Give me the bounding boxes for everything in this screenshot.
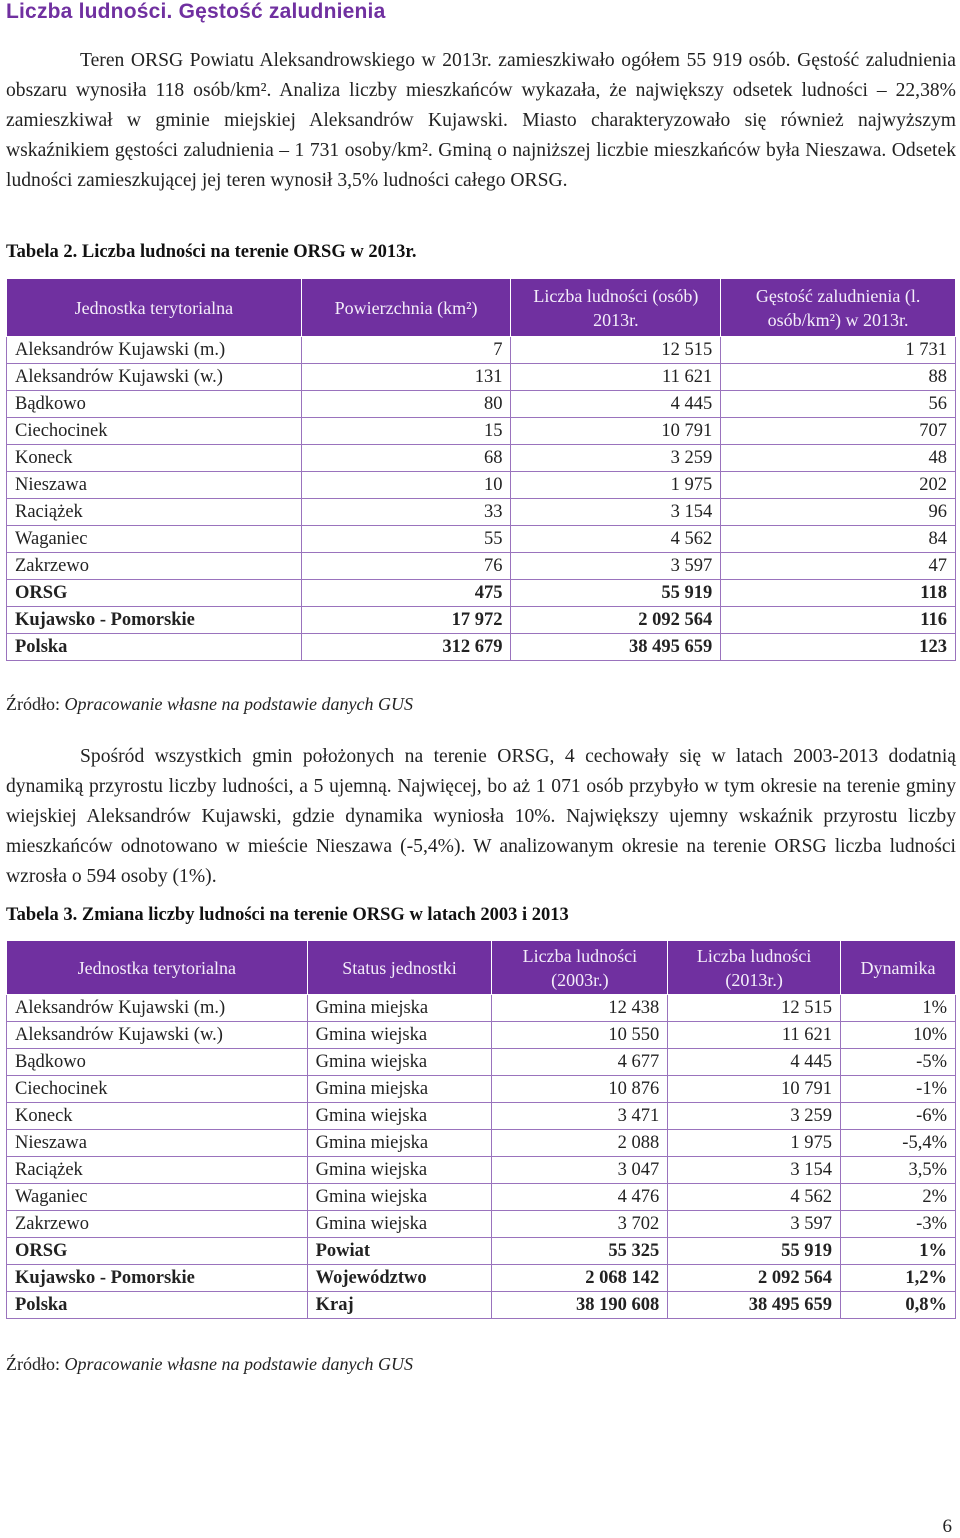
table-cell: 33	[301, 499, 511, 526]
source-label: Źródło:	[6, 1354, 60, 1374]
table-cell: -1%	[841, 1076, 956, 1103]
table-cell: 68	[301, 445, 511, 472]
table-row	[7, 526, 956, 553]
table-cell: 12 515	[511, 337, 721, 364]
table-cell: Raciążek	[7, 1157, 308, 1184]
table-cell: 312 679	[301, 634, 511, 661]
table-cell: 118	[721, 580, 956, 607]
table2-body	[7, 337, 956, 661]
table2-source	[6, 694, 413, 715]
table-cell: 1 975	[511, 472, 721, 499]
table-cell: Województwo	[307, 1265, 492, 1292]
table-cell: 55	[301, 526, 511, 553]
table-cell: Ciechocinek	[7, 418, 302, 445]
table-cell: 7	[301, 337, 511, 364]
table3-header-cell: Liczba ludności (2013r.)	[668, 941, 841, 995]
table3-header-cell: Status jednostki	[307, 941, 492, 995]
table-cell: 3 259	[511, 445, 721, 472]
page-number: 6	[942, 1516, 952, 1537]
table2-header-cell: Powierzchnia (km²)	[301, 279, 511, 337]
table-cell: 38 495 659	[511, 634, 721, 661]
source-text: Opracowanie własne na podstawie danych GUS	[64, 1354, 413, 1374]
table-cell: 56	[721, 391, 956, 418]
table-cell: 3,5%	[841, 1157, 956, 1184]
table3-header-cell: Dynamika	[841, 941, 956, 995]
table-cell: 4 476	[492, 1184, 668, 1211]
table-cell: -6%	[841, 1103, 956, 1130]
table-cell: Gmina wiejska	[307, 1049, 492, 1076]
table-row	[7, 995, 956, 1022]
table2-header-cell: Liczba ludności (osób) 2013r.	[511, 279, 721, 337]
table-cell: Gmina miejska	[307, 1130, 492, 1157]
table-row	[7, 1211, 956, 1238]
table3-header-cell: Liczba ludności (2003r.)	[492, 941, 668, 995]
table-cell: Kujawsko - Pomorskie	[7, 1265, 308, 1292]
table-cell: Polska	[7, 634, 302, 661]
table-cell: 48	[721, 445, 956, 472]
table-cell: 3 047	[492, 1157, 668, 1184]
table-cell: 80	[301, 391, 511, 418]
table-cell: 11 621	[668, 1022, 841, 1049]
table3-header-cell: Jednostka terytorialna	[7, 941, 308, 995]
table-cell: 116	[721, 607, 956, 634]
dynamics-paragraph: Spośród wszystkich gmin położonych na terenie ORSG, 4 cechowały się w latach 2003-2013 dodatnią dynamiką przyrostu liczby ludności, a 5 ujemną. Najwięcej, bo aż 1 071 osób przybyło w tym okresie na terenie gminy wiejskiej Aleksandrów Kujawski, gdzie dynamika wyniosła 10%. Największy ujemny wskaźnik przyrostu liczby mieszkańców odnotowano w mieście Nieszawa (-5,4%). W analizowanym okresie na terenie ORSG liczba ludności wzrosła o 594 osoby (1%).	[6, 746, 956, 887]
table-cell: Koneck	[7, 1103, 308, 1130]
table-cell: -5%	[841, 1049, 956, 1076]
table-row	[7, 1157, 956, 1184]
table-cell: 88	[721, 364, 956, 391]
table-row	[7, 472, 956, 499]
population-table-2013	[6, 278, 956, 661]
table-cell: Zakrzewo	[7, 1211, 308, 1238]
table-cell: Gmina miejska	[307, 995, 492, 1022]
table-cell: 10 876	[492, 1076, 668, 1103]
table3-body	[7, 995, 956, 1319]
table-cell: 3 702	[492, 1211, 668, 1238]
table-cell: ORSG	[7, 580, 302, 607]
table-cell: ORSG	[7, 1238, 308, 1265]
table-cell: 55 919	[668, 1238, 841, 1265]
table-cell: 10 550	[492, 1022, 668, 1049]
table-cell: Zakrzewo	[7, 553, 302, 580]
table-cell: 12 438	[492, 995, 668, 1022]
table-cell: Kraj	[307, 1292, 492, 1319]
table-cell: 4 677	[492, 1049, 668, 1076]
table-cell: 131	[301, 364, 511, 391]
table-cell: Ciechocinek	[7, 1076, 308, 1103]
table-row	[7, 580, 956, 607]
table-cell: 15	[301, 418, 511, 445]
table-cell: Waganiec	[7, 1184, 308, 1211]
table-cell: 3 154	[511, 499, 721, 526]
table-row	[7, 418, 956, 445]
table-cell: Gmina wiejska	[307, 1157, 492, 1184]
table-row	[7, 445, 956, 472]
population-change-table	[6, 940, 956, 1319]
table-cell: -3%	[841, 1211, 956, 1238]
table-cell: Gmina wiejska	[307, 1184, 492, 1211]
table-row	[7, 1130, 956, 1157]
table-cell: Kujawsko - Pomorskie	[7, 607, 302, 634]
table-cell: 17 972	[301, 607, 511, 634]
table-row	[7, 1022, 956, 1049]
table-cell: Raciążek	[7, 499, 302, 526]
table-cell: 707	[721, 418, 956, 445]
table2-header-row	[7, 279, 956, 337]
table-row	[7, 391, 956, 418]
table-row	[7, 364, 956, 391]
table-cell: 123	[721, 634, 956, 661]
table-row	[7, 1238, 956, 1265]
table-cell: Polska	[7, 1292, 308, 1319]
table-cell: Waganiec	[7, 526, 302, 553]
table-cell: Aleksandrów Kujawski (m.)	[7, 337, 302, 364]
table-cell: -5,4%	[841, 1130, 956, 1157]
table-row	[7, 1076, 956, 1103]
table-cell: 10 791	[511, 418, 721, 445]
table-cell: 76	[301, 553, 511, 580]
table-cell: Aleksandrów Kujawski (m.)	[7, 995, 308, 1022]
table-cell: 4 445	[511, 391, 721, 418]
table-row	[7, 1049, 956, 1076]
table-cell: Aleksandrów Kujawski (w.)	[7, 1022, 308, 1049]
table-cell: 3 597	[511, 553, 721, 580]
table3-source	[6, 1354, 413, 1375]
table-cell: 202	[721, 472, 956, 499]
table-cell: 1,2%	[841, 1265, 956, 1292]
table-cell: 1%	[841, 995, 956, 1022]
source-text: Opracowanie własne na podstawie danych GUS	[64, 694, 413, 714]
table-cell: 3 597	[668, 1211, 841, 1238]
table-cell: 10 791	[668, 1076, 841, 1103]
table-cell: 2 068 142	[492, 1265, 668, 1292]
table-cell: 4 445	[668, 1049, 841, 1076]
table-cell: Gmina wiejska	[307, 1022, 492, 1049]
table-cell: 2 092 564	[511, 607, 721, 634]
table3-caption: Tabela 3. Zmiana liczby ludności na terenie ORSG w latach 2003 i 2013	[6, 905, 569, 925]
table-cell: 55 325	[492, 1238, 668, 1265]
table-cell: Nieszawa	[7, 1130, 308, 1157]
table-cell: Powiat	[307, 1238, 492, 1265]
table-cell: Bądkowo	[7, 391, 302, 418]
table-row	[7, 1184, 956, 1211]
section-heading: Liczba ludności. Gęstość zaludnienia	[6, 0, 386, 23]
table-cell: 3 154	[668, 1157, 841, 1184]
table-cell: 475	[301, 580, 511, 607]
table-cell: 10	[301, 472, 511, 499]
table-row	[7, 1265, 956, 1292]
table-cell: 84	[721, 526, 956, 553]
table2-header-cell: Jednostka terytorialna	[7, 279, 302, 337]
table2-caption: Tabela 2. Liczba ludności na terenie ORSG w 2013r.	[6, 242, 417, 262]
table-cell: 10%	[841, 1022, 956, 1049]
table-row	[7, 337, 956, 364]
source-label: Źródło:	[6, 694, 60, 714]
table-cell: Gmina miejska	[307, 1076, 492, 1103]
table-row	[7, 607, 956, 634]
table2-header-cell: Gęstość zaludnienia (l. osób/km²) w 2013r.	[721, 279, 956, 337]
table-cell: Gmina wiejska	[307, 1103, 492, 1130]
table-cell: 2 088	[492, 1130, 668, 1157]
table-cell: 0,8%	[841, 1292, 956, 1319]
table-row	[7, 634, 956, 661]
table-cell: 2 092 564	[668, 1265, 841, 1292]
intro-paragraph: Teren ORSG Powiatu Aleksandrowskiego w 2013r. zamieszkiwało ogółem 55 919 osób. Gęstość zaludnienia obszaru wynosiła 118 osób/km². Analiza liczby mieszkańców wykazała, że największy odsetek ludności – 22,38% zamieszkiwał w gminie miejskiej Aleksandrów Kujawski. Miasto charakteryzowało się również najwyższym wskaźnikiem gęstości zaludnienia – 1 731 osoby/km². Gminą o najniższej liczbie mieszkańców była Nieszawa. Odsetek ludności zamieszkującej jej teren wynosił 3,5% ludności całego ORSG.	[6, 50, 956, 191]
table-cell: Gmina wiejska	[307, 1211, 492, 1238]
table-cell: 55 919	[511, 580, 721, 607]
table-cell: 4 562	[511, 526, 721, 553]
table-cell: 38 190 608	[492, 1292, 668, 1319]
table-cell: 3 259	[668, 1103, 841, 1130]
table-cell: 38 495 659	[668, 1292, 841, 1319]
table-cell: Nieszawa	[7, 472, 302, 499]
table-row	[7, 553, 956, 580]
table-row	[7, 499, 956, 526]
table-cell: 47	[721, 553, 956, 580]
table-row	[7, 1103, 956, 1130]
table-cell: 12 515	[668, 995, 841, 1022]
table-cell: Aleksandrów Kujawski (w.)	[7, 364, 302, 391]
table-cell: 96	[721, 499, 956, 526]
table-cell: 3 471	[492, 1103, 668, 1130]
table-cell: 1%	[841, 1238, 956, 1265]
table-cell: 4 562	[668, 1184, 841, 1211]
table-cell: 1 731	[721, 337, 956, 364]
table3-header-row	[7, 941, 956, 995]
table-cell: Bądkowo	[7, 1049, 308, 1076]
table-row	[7, 1292, 956, 1319]
table-cell: Koneck	[7, 445, 302, 472]
table-cell: 2%	[841, 1184, 956, 1211]
table-cell: 11 621	[511, 364, 721, 391]
table-cell: 1 975	[668, 1130, 841, 1157]
